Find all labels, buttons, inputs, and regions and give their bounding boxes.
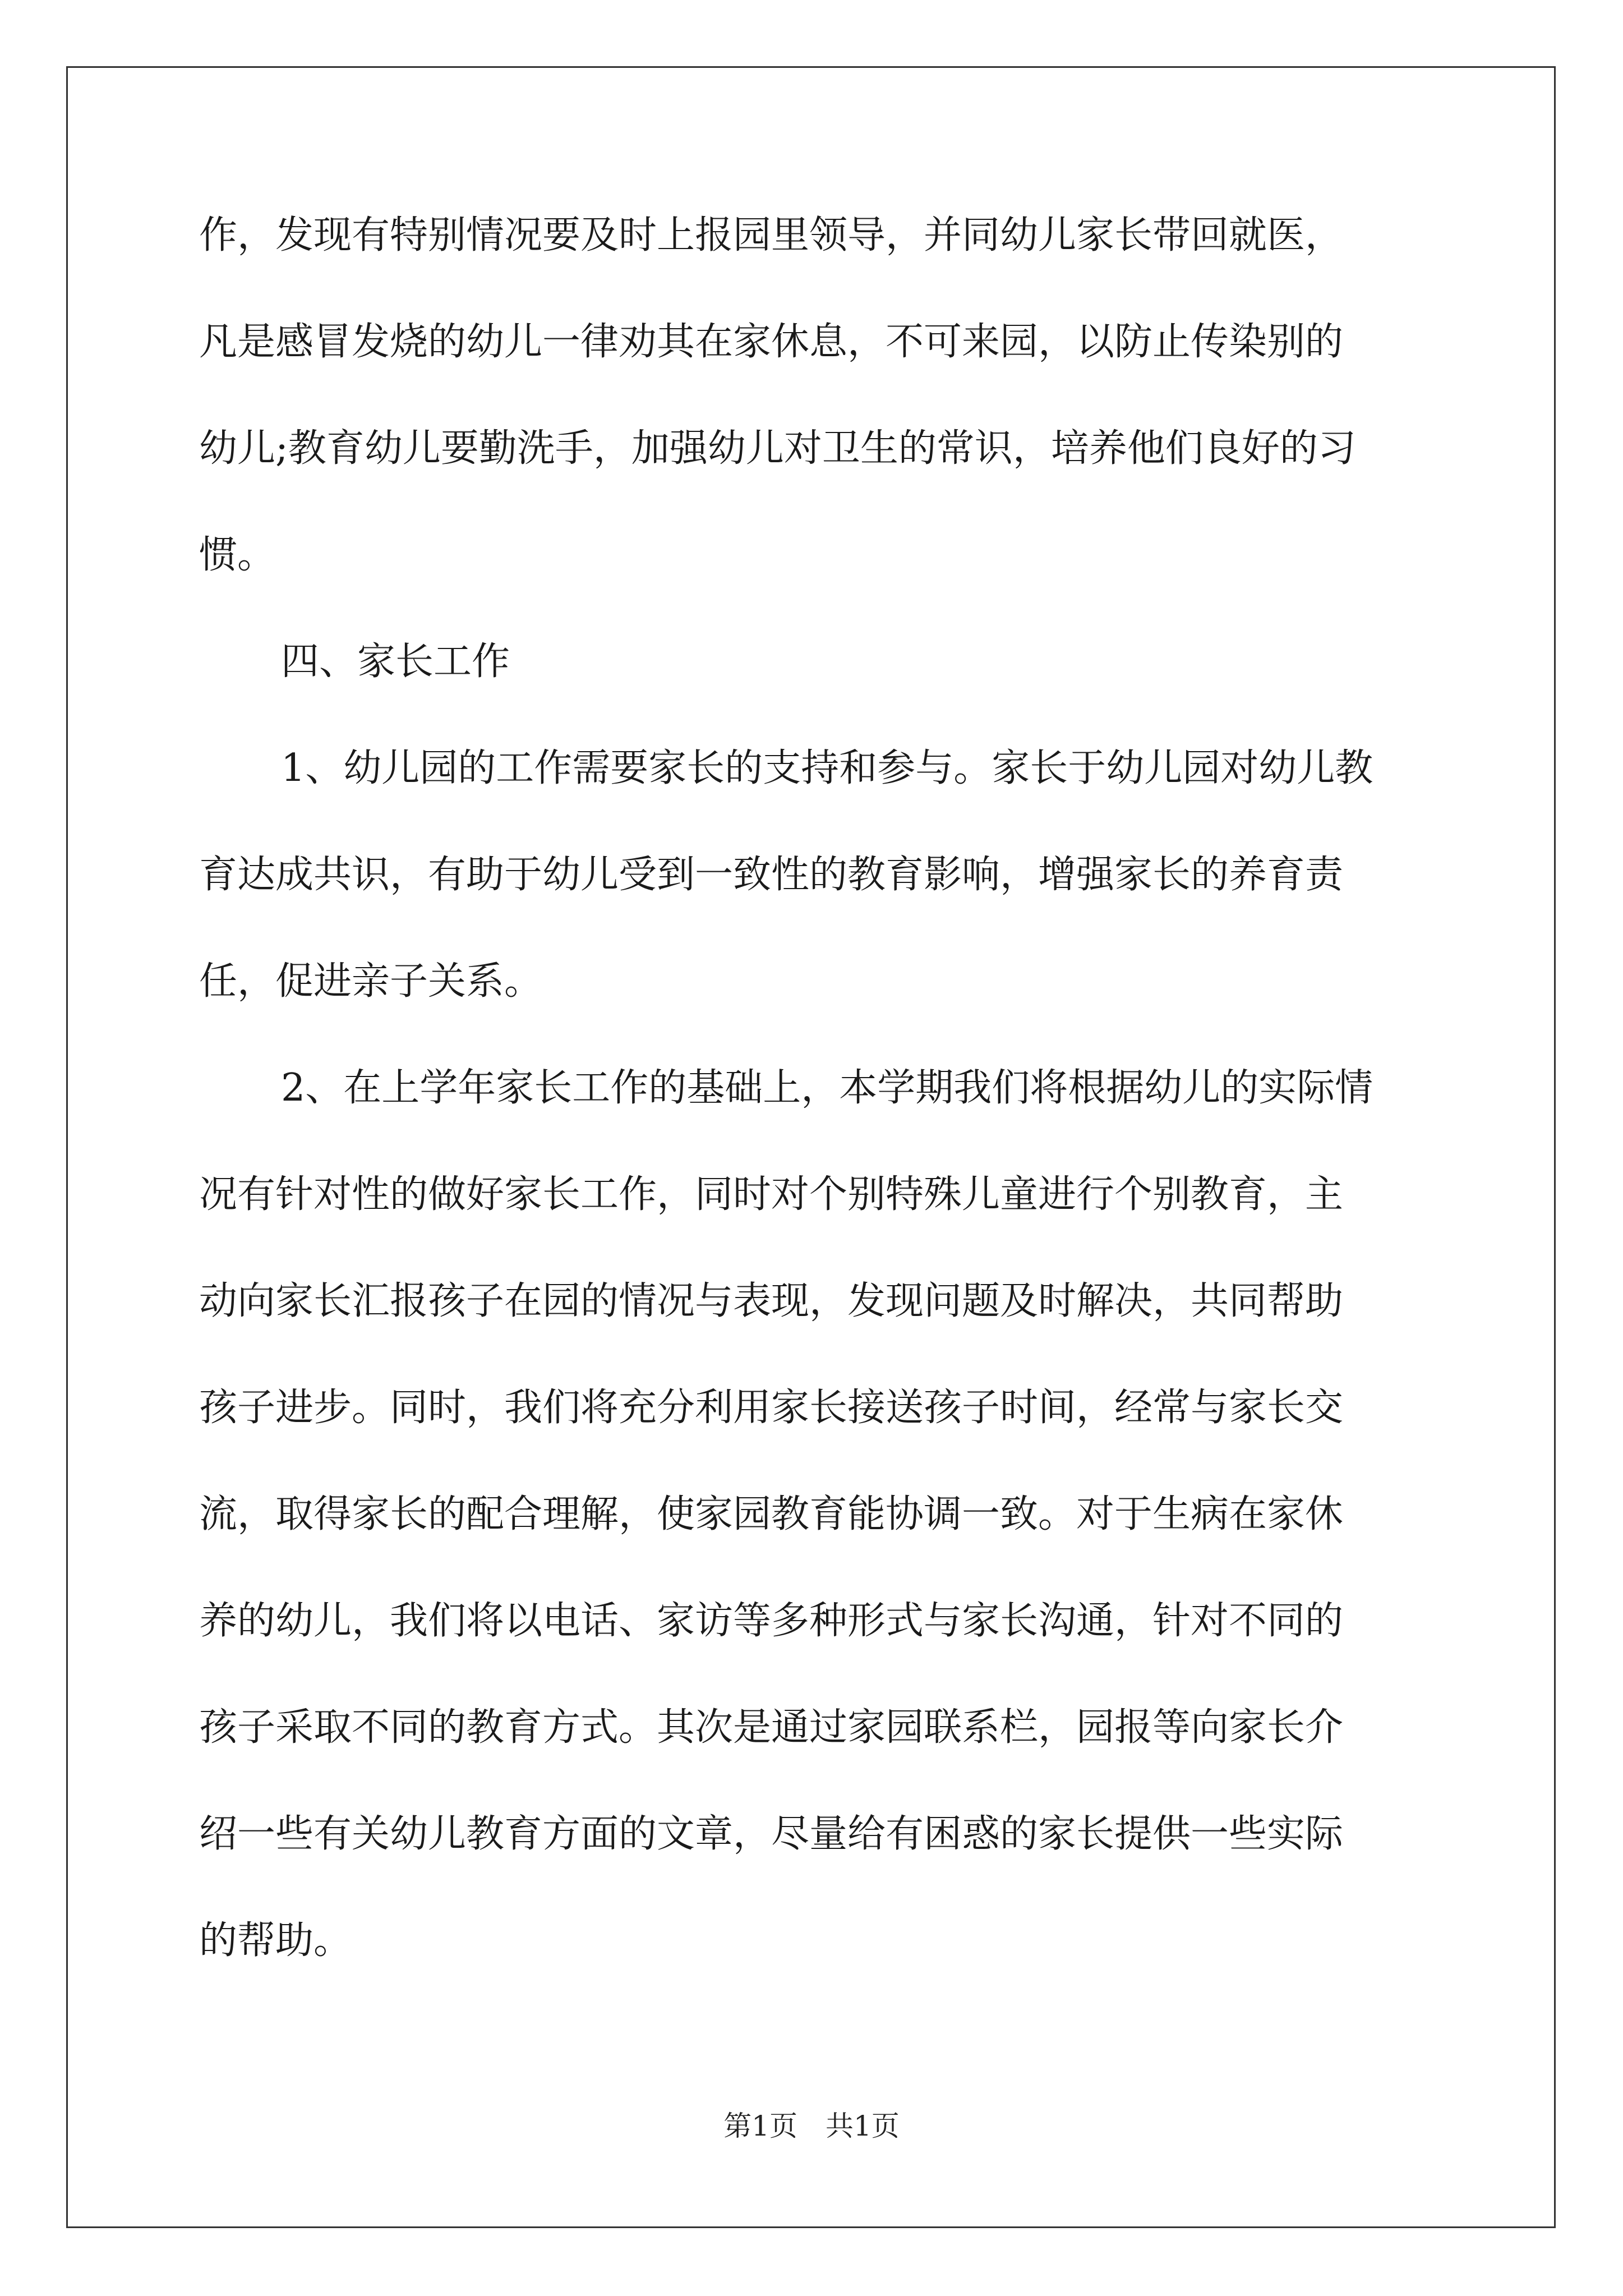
- text-line: 任，促进亲子关系。: [199, 959, 543, 1004]
- text-line: 作，发现有特别情况要及时上报园里领导，并同幼儿家长带回就医，: [199, 213, 1344, 257]
- page-footer: 第1页 共1页: [723, 2110, 900, 2142]
- text-line: 绍一些有关幼儿教育方面的文章，尽量给有困惑的家长提供一些实际: [199, 1812, 1344, 1856]
- text-line: 育达成共识，有助于幼儿受到一致性的教育影响，增强家长的养育责: [199, 853, 1344, 897]
- document-body: [199, 208, 1438, 2019]
- text-line: 况有针对性的做好家长工作，同时对个别特殊儿童进行个别教育，主: [199, 1172, 1344, 1217]
- text-line: 幼儿;教育幼儿要勤洗手，加强幼儿对卫生的常识，培养他们良好的习: [199, 426, 1356, 471]
- text-line: 孩子采取不同的教育方式。其次是通过家园联系栏，园报等向家长介: [199, 1705, 1344, 1750]
- text-line: 孩子进步。同时，我们将充分利用家长接送孩子时间，经常与家长交: [199, 1386, 1344, 1430]
- text-line: 的帮助。: [199, 1918, 352, 1963]
- text-line: 惯。: [199, 533, 276, 577]
- text-line: 动向家长汇报孩子在园的情况与表现，发现问题及时解决，共同帮助: [199, 1279, 1344, 1323]
- text-line: 流，取得家长的配合理解，使家园教育能协调一致。对于生病在家休: [199, 1492, 1344, 1536]
- text-line: 1、幼儿园的工作需要家长的支持和参与。家长于幼儿园对幼儿教: [281, 746, 1373, 790]
- text-line: 凡是感冒发烧的幼儿一律劝其在家休息，不可来园，以防止传染别的: [199, 320, 1344, 364]
- text-line: 养的幼儿，我们将以电话、家访等多种形式与家长沟通，针对不同的: [199, 1599, 1344, 1643]
- text-line: 2、在上学年家长工作的基础上，本学期我们将根据幼儿的实际情: [281, 1066, 1373, 1110]
- text-line: 四、家长工作: [281, 639, 510, 684]
